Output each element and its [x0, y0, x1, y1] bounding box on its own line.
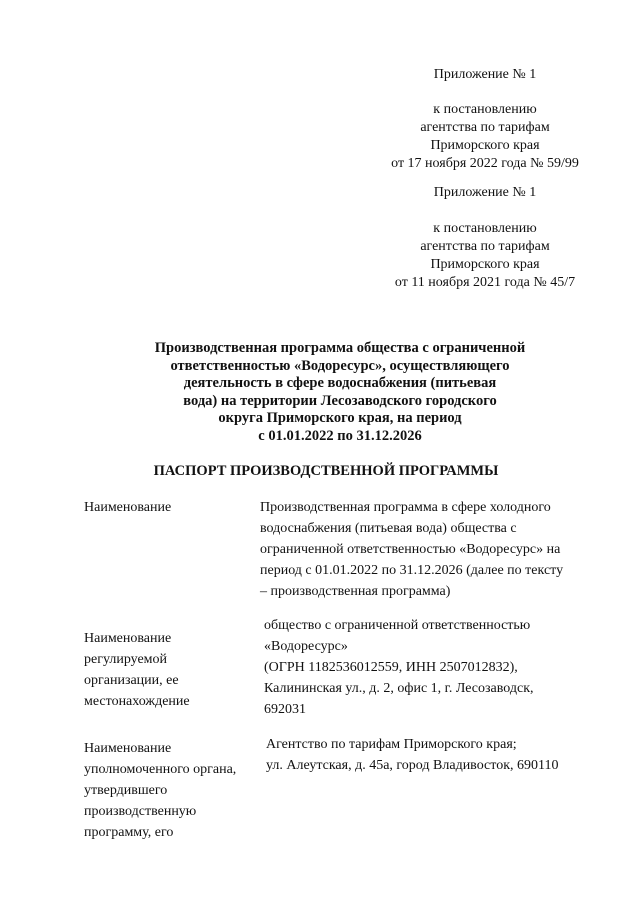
annex-original-line: агентства по тарифам — [420, 239, 550, 254]
row-label-line: программу, его — [84, 825, 174, 840]
row-value-line: ограниченной ответственностью «Водоресурс» на — [260, 542, 561, 557]
row-label — [84, 497, 254, 518]
row-label — [84, 738, 254, 843]
program-title-line: вода) на территории Лесозаводского городского — [183, 392, 497, 409]
row-value-line: Производственная программа в сфере холодного — [260, 500, 551, 515]
row-value-line: ул. Алеутская, д. 45а, город Владивосток, 690110 — [266, 758, 559, 773]
annex-original-title: Приложение № 1 — [433, 185, 537, 200]
row-value-line: (ОГРН 1182536012559, ИНН 2507012832), — [264, 660, 518, 675]
program-title-line: округа Приморского края, на период — [218, 410, 462, 426]
annex-current-line: агентства по тарифам — [420, 120, 550, 135]
annex-original-reference — [370, 220, 600, 292]
row-label-line: уполномоченного органа, — [84, 762, 237, 777]
program-title — [130, 340, 550, 445]
row-label-line: организации, ее — [84, 673, 179, 688]
row-value-line: Калининская ул., д. 2, офис 1, г. Лесозаводск, — [264, 681, 534, 696]
program-title-line: Производственная программа общества с ограниченной — [154, 340, 526, 356]
annex-current-title: Приложение № 1 — [433, 67, 537, 82]
row-value-line: период с 01.01.2022 по 31.12.2026 (далее по тексту — [260, 563, 564, 578]
row-value-line: 692031 — [264, 702, 306, 717]
row-label-line: регулируемой — [84, 652, 168, 667]
row-value-line: общество с ограниченной ответственностью — [264, 618, 531, 633]
row-value-line: Агентство по тарифам Приморского края; — [266, 737, 517, 752]
annex-original-line: от 11 ноября 2021 года № 45/7 — [394, 275, 576, 290]
row-label — [84, 628, 254, 712]
row-label-line: Наименование — [84, 741, 172, 756]
row-label-line: Наименование — [84, 500, 172, 515]
row-label-line: Наименование — [84, 631, 172, 646]
annex-original-line: к постановлению — [433, 221, 537, 236]
program-title-line: с 01.01.2022 по 31.12.2026 — [258, 427, 422, 444]
annex-current-line: к постановлению — [433, 102, 537, 117]
program-title-line: деятельность в сфере водоснабжения (питьевая — [183, 375, 497, 391]
annex-current-line: Приморского края — [430, 138, 540, 153]
row-label-line: местонахождение — [84, 694, 190, 709]
row-value-line: «Водоресурс» — [264, 639, 348, 654]
row-value-line: водоснабжения (питьевая вода) общества с — [260, 521, 517, 536]
annex-current-line: от 17 ноября 2022 года № 59/99 — [391, 156, 579, 171]
row-label-line: производственную — [84, 804, 197, 819]
annex-original-line: Приморского края — [430, 257, 540, 272]
row-value — [260, 497, 600, 602]
annex-current-reference — [370, 101, 600, 173]
row-label-line: утвердившего — [84, 783, 168, 798]
program-title-line: ответственностью «Водоресурс», осуществляющего — [170, 357, 510, 374]
row-value — [266, 734, 606, 776]
row-value-line: – производственная программа) — [260, 584, 451, 599]
passport-heading: ПАСПОРТ ПРОИЗВОДСТВЕННОЙ ПРОГРАММЫ — [153, 463, 499, 479]
row-value — [264, 615, 604, 720]
